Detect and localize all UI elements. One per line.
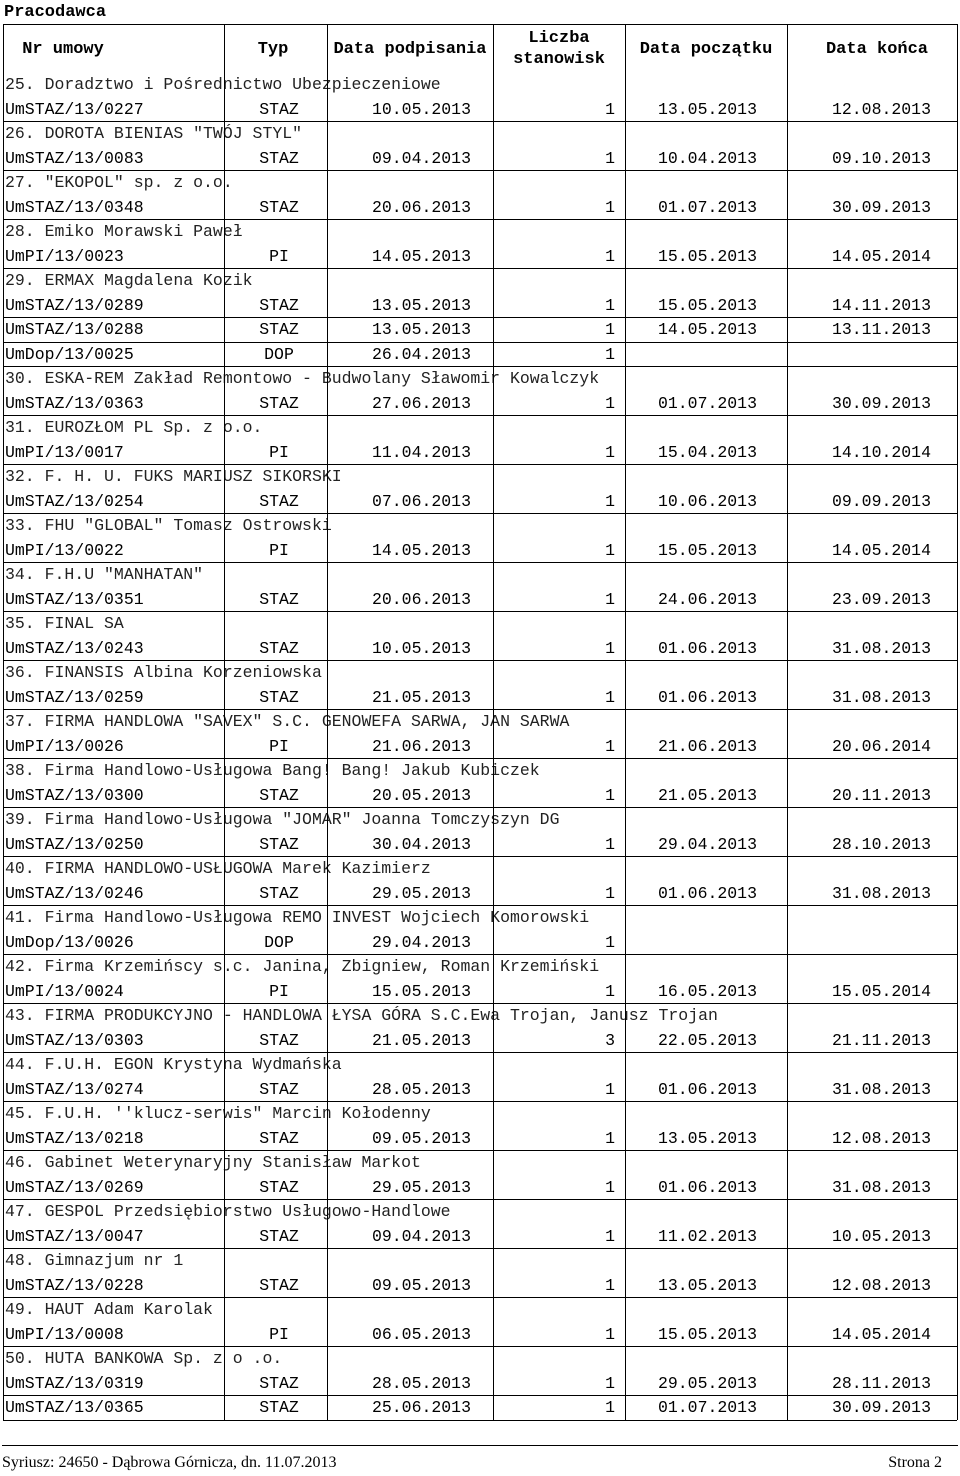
end-date-cell: 31.08.2013: [831, 1079, 931, 1099]
table-grid-line: [224, 24, 225, 1420]
positions-cell: 1: [605, 687, 615, 707]
contract-row: [3, 588, 957, 613]
signing-date-cell: 13.05.2013: [371, 295, 471, 315]
type-cell: PI: [269, 981, 289, 1001]
type-cell: PI: [269, 540, 289, 560]
end-date-cell: [781, 343, 931, 367]
table-grid-line: [957, 24, 958, 1420]
positions-cell: 1: [605, 442, 615, 462]
employer-row: 40. FIRMA HANDLOWO-USŁUGOWA Marek Kazimierz: [5, 859, 431, 878]
positions-cell: 1: [605, 540, 615, 560]
contract-row: [3, 539, 957, 564]
employer-row: 30. ESKA-REM Zakład Remontowo - Budwolany Sławomir Kowalczyk: [5, 369, 600, 388]
signing-date-cell: 07.06.2013: [371, 491, 471, 511]
contract-no-cell: UmSTAZ/13/0289: [5, 295, 144, 315]
contract-no-cell: UmPI/13/0023: [5, 246, 124, 266]
contract-row: [3, 1225, 957, 1250]
contract-no-cell: UmSTAZ/13/0243: [5, 638, 144, 658]
end-date-cell: 21.11.2013: [831, 1030, 931, 1050]
signing-date-cell: 20.05.2013: [371, 785, 471, 805]
contract-no-cell: UmSTAZ/13/0300: [5, 785, 144, 805]
positions-cell: 1: [605, 1226, 615, 1246]
positions-cell: 1: [605, 295, 615, 315]
signing-date-cell: 15.05.2013: [371, 981, 471, 1001]
end-date-cell: 09.09.2013: [831, 491, 931, 511]
positions-cell: 1: [605, 589, 615, 609]
table-header: [3, 24, 957, 72]
type-cell: STAZ: [259, 393, 299, 413]
type-cell: STAZ: [259, 1128, 299, 1148]
contract-row: [3, 1323, 957, 1348]
signing-date-cell: 29.04.2013: [371, 932, 471, 952]
employer-row: 48. Gimnazjum nr 1: [5, 1251, 184, 1270]
employer-row: 27. "EKOPOL" sp. z o.o.: [5, 173, 233, 192]
end-date-cell: 20.11.2013: [831, 785, 931, 805]
column-header-signing-date: Data podpisania: [333, 39, 487, 59]
start-date-cell: 01.06.2013: [657, 687, 757, 707]
start-date-cell: 01.07.2013: [657, 393, 757, 413]
signing-date-cell: 10.05.2013: [371, 638, 471, 658]
employer-row: 43. FIRMA PRODUKCYJNO - HANDLOWA ŁYSA GÓRA S.C.Ewa Trojan, Janusz Trojan: [5, 1006, 718, 1025]
type-cell: STAZ: [259, 1177, 299, 1197]
type-cell: STAZ: [259, 1030, 299, 1050]
employer-row: 41. Firma Handlowo-Usługowa REMO INVEST Wojciech Komorowski: [5, 908, 590, 927]
positions-cell: 1: [605, 834, 615, 854]
signing-date-cell: 10.05.2013: [371, 99, 471, 119]
employer-row: 38. Firma Handlowo-Usługowa Bang! Bang! Jakub Kubiczek: [5, 761, 540, 780]
end-date-cell: 14.10.2014: [831, 442, 931, 462]
start-date-cell: 10.06.2013: [657, 491, 757, 511]
section-title: Pracodawca: [4, 3, 107, 22]
employer-row: 50. HUTA BANKOWA Sp. z o .o.: [5, 1349, 283, 1368]
contract-row: [3, 980, 957, 1005]
start-date-cell: 13.05.2013: [657, 99, 757, 119]
contract-row: [3, 833, 957, 858]
signing-date-cell: 20.06.2013: [371, 197, 471, 217]
type-cell: STAZ: [259, 197, 299, 217]
positions-cell: 1: [605, 736, 615, 756]
contract-row: [3, 1274, 957, 1299]
type-cell: STAZ: [259, 148, 299, 168]
table-grid-line: [493, 24, 494, 1420]
signing-date-cell: 14.05.2013: [371, 540, 471, 560]
signing-date-cell: 21.05.2013: [371, 1030, 471, 1050]
contract-row: [3, 294, 957, 319]
positions-cell: 1: [605, 883, 615, 903]
contract-no-cell: UmSTAZ/13/0250: [5, 834, 144, 854]
contract-no-cell: UmSTAZ/13/0228: [5, 1275, 144, 1295]
start-date-cell: 29.04.2013: [657, 834, 757, 854]
positions-cell: 1: [605, 785, 615, 805]
start-date-cell: 15.05.2013: [657, 246, 757, 266]
type-cell: STAZ: [259, 320, 299, 339]
table-grid-line: [787, 24, 788, 1420]
start-date-cell: 01.06.2013: [657, 1079, 757, 1099]
page-footer: [2, 1452, 942, 1474]
signing-date-cell: 29.05.2013: [371, 1177, 471, 1197]
positions-cell: 1: [605, 344, 615, 364]
employer-row: 34. F.H.U "MANHATAN": [5, 565, 204, 584]
end-date-cell: 12.08.2013: [831, 99, 931, 119]
end-date-cell: 28.10.2013: [831, 834, 931, 854]
signing-date-cell: 29.05.2013: [371, 883, 471, 903]
contract-no-cell: UmPI/13/0017: [5, 442, 124, 462]
positions-cell: 1: [605, 638, 615, 658]
type-cell: PI: [269, 736, 289, 756]
employer-row: 28. Emiko Morawski Paweł: [5, 222, 243, 241]
signing-date-cell: 28.05.2013: [371, 1373, 471, 1393]
table-grid-line: [327, 24, 328, 1420]
start-date-cell: 13.05.2013: [657, 1275, 757, 1295]
type-cell: STAZ: [259, 1275, 299, 1295]
contract-no-cell: UmSTAZ/13/0365: [5, 1398, 144, 1417]
employer-row: 32. F. H. U. FUKS MARIUSZ SIKORSKI: [5, 467, 342, 486]
end-date-cell: 31.08.2013: [831, 883, 931, 903]
type-cell: PI: [269, 246, 289, 266]
contract-row: [3, 637, 957, 662]
positions-cell: 3: [605, 1030, 615, 1050]
start-date-cell: 01.06.2013: [657, 1177, 757, 1197]
positions-cell: 1: [605, 932, 615, 952]
contract-row: [3, 245, 957, 270]
contract-no-cell: UmSTAZ/13/0319: [5, 1373, 144, 1393]
employer-row: 26. DOROTA BIENIAS "TWÓJ STYL": [5, 124, 303, 143]
contract-row: [3, 1396, 957, 1421]
positions-cell: 1: [605, 148, 615, 168]
type-cell: PI: [269, 442, 289, 462]
start-date-cell: [615, 931, 757, 955]
employer-row: 39. Firma Handlowo-Usługowa "JOMAR" Joanna Tomczyszyn DG: [5, 810, 560, 829]
employer-row: 45. F.U.H. ''klucz-serwis" Marcin Kołodenny: [5, 1104, 431, 1123]
column-header-positions: Liczba stanowisk: [513, 29, 605, 69]
end-date-cell: 20.06.2014: [831, 736, 931, 756]
type-cell: STAZ: [259, 99, 299, 119]
column-header-end-date: Data końca: [825, 39, 929, 59]
signing-date-cell: 25.06.2013: [371, 1398, 471, 1417]
employer-row: 29. ERMAX Magdalena Kozik: [5, 271, 253, 290]
employer-row: 49. HAUT Adam Karolak: [5, 1300, 213, 1319]
end-date-cell: 14.05.2014: [831, 540, 931, 560]
end-date-cell: 30.09.2013: [831, 393, 931, 413]
end-date-cell: [781, 931, 931, 955]
contracts-table-body: [3, 73, 957, 1421]
employer-row: 25. Doradztwo i Pośrednictwo Ubezpieczeniowe: [5, 75, 441, 94]
signing-date-cell: 09.05.2013: [371, 1275, 471, 1295]
contract-no-cell: UmSTAZ/13/0047: [5, 1226, 144, 1246]
contract-no-cell: UmSTAZ/13/0218: [5, 1128, 144, 1148]
end-date-cell: 12.08.2013: [831, 1128, 931, 1148]
end-date-cell: 23.09.2013: [831, 589, 931, 609]
start-date-cell: 11.02.2013: [657, 1226, 757, 1246]
signing-date-cell: 26.04.2013: [371, 344, 471, 364]
contract-row: [3, 882, 957, 907]
end-date-cell: 09.10.2013: [831, 148, 931, 168]
positions-cell: 1: [605, 1275, 615, 1295]
start-date-cell: 01.07.2013: [657, 1398, 757, 1417]
start-date-cell: 14.05.2013: [657, 320, 757, 339]
contract-row: [3, 441, 957, 466]
contract-no-cell: UmSTAZ/13/0254: [5, 491, 144, 511]
contract-row: [3, 392, 957, 417]
employer-row: 36. FINANSIS Albina Korzeniowska: [5, 663, 322, 682]
contract-row: [3, 98, 957, 123]
start-date-cell: 01.06.2013: [657, 638, 757, 658]
start-date-cell: 29.05.2013: [657, 1373, 757, 1393]
start-date-cell: 21.06.2013: [657, 736, 757, 756]
end-date-cell: 30.09.2013: [831, 1398, 931, 1417]
type-cell: STAZ: [259, 638, 299, 658]
start-date-cell: 01.07.2013: [657, 197, 757, 217]
contract-no-cell: UmPI/13/0024: [5, 981, 124, 1001]
end-date-cell: 14.05.2014: [831, 246, 931, 266]
contract-no-cell: UmSTAZ/13/0351: [5, 589, 144, 609]
positions-cell: 1: [605, 393, 615, 413]
footer-page-number: Strona 2: [888, 1454, 942, 1471]
employer-row: 31. EUROZŁOM PL Sp. z o.o.: [5, 418, 263, 437]
contract-no-cell: UmPI/13/0008: [5, 1324, 124, 1344]
contract-no-cell: UmSTAZ/13/0259: [5, 687, 144, 707]
contract-no-cell: UmPI/13/0022: [5, 540, 124, 560]
employer-row: 37. FIRMA HANDLOWA "SAVEX" S.C. GENOWEFA SARWA, JAN SARWA: [5, 712, 570, 731]
positions-cell: 1: [605, 246, 615, 266]
positions-cell: 1: [605, 1079, 615, 1099]
positions-cell: 1: [605, 981, 615, 1001]
start-date-cell: [615, 343, 757, 367]
footer-rule: [2, 1445, 958, 1446]
positions-cell: 1: [605, 1398, 615, 1417]
employer-row: 47. GESPOL Przedsiębiorstwo Usługowo-Handlowe: [5, 1202, 451, 1221]
contract-no-cell: UmSTAZ/13/0227: [5, 99, 144, 119]
contract-row: [3, 1372, 957, 1397]
positions-cell: 1: [605, 99, 615, 119]
contract-no-cell: UmSTAZ/13/0269: [5, 1177, 144, 1197]
signing-date-cell: 09.05.2013: [371, 1128, 471, 1148]
type-cell: STAZ: [259, 1373, 299, 1393]
signing-date-cell: 14.05.2013: [371, 246, 471, 266]
column-header-contract-no: Nr umowy: [22, 39, 104, 59]
end-date-cell: 31.08.2013: [831, 687, 931, 707]
signing-date-cell: 30.04.2013: [371, 834, 471, 854]
end-date-cell: 14.05.2014: [831, 1324, 931, 1344]
type-cell: STAZ: [259, 1226, 299, 1246]
type-cell: STAZ: [259, 1079, 299, 1099]
employer-row: 44. F.U.H. EGON Krystyna Wydmańska: [5, 1055, 342, 1074]
type-cell: STAZ: [259, 883, 299, 903]
employer-row: 46. Gabinet Weterynaryjny Stanisław Markot: [5, 1153, 421, 1172]
signing-date-cell: 09.04.2013: [371, 1226, 471, 1246]
positions-cell: 1: [605, 1128, 615, 1148]
positions-cell: 1: [605, 320, 615, 339]
positions-cell: 1: [605, 491, 615, 511]
start-date-cell: 15.04.2013: [657, 442, 757, 462]
signing-date-cell: 21.06.2013: [371, 736, 471, 756]
end-date-cell: 28.11.2013: [831, 1373, 931, 1393]
signing-date-cell: 13.05.2013: [371, 320, 471, 339]
contract-no-cell: UmSTAZ/13/0288: [5, 320, 144, 339]
end-date-cell: 10.05.2013: [831, 1226, 931, 1246]
signing-date-cell: 21.05.2013: [371, 687, 471, 707]
start-date-cell: 01.06.2013: [657, 883, 757, 903]
start-date-cell: 15.05.2013: [657, 295, 757, 315]
positions-cell: 1: [605, 197, 615, 217]
table-grid-line: [3, 24, 4, 1420]
contract-row: [3, 686, 957, 711]
type-cell: PI: [269, 1324, 289, 1344]
contract-no-cell: UmSTAZ/13/0274: [5, 1079, 144, 1099]
contract-no-cell: UmDop/13/0025: [5, 344, 134, 364]
footer-left-text: Syriusz: 24650 - Dąbrowa Górnicza, dn. 11.07.2013: [2, 1454, 337, 1471]
end-date-cell: 31.08.2013: [831, 1177, 931, 1197]
start-date-cell: 24.06.2013: [657, 589, 757, 609]
end-date-cell: 30.09.2013: [831, 197, 931, 217]
end-date-cell: 12.08.2013: [831, 1275, 931, 1295]
start-date-cell: 13.05.2013: [657, 1128, 757, 1148]
type-cell: STAZ: [259, 491, 299, 511]
type-cell: STAZ: [259, 295, 299, 315]
start-date-cell: 22.05.2013: [657, 1030, 757, 1050]
contract-row: [3, 1176, 957, 1201]
signing-date-cell: 11.04.2013: [371, 442, 471, 462]
type-cell: DOP: [264, 932, 294, 952]
contract-no-cell: UmSTAZ/13/0363: [5, 393, 144, 413]
start-date-cell: 16.05.2013: [657, 981, 757, 1001]
positions-cell: 1: [605, 1373, 615, 1393]
start-date-cell: 21.05.2013: [657, 785, 757, 805]
start-date-cell: 15.05.2013: [657, 540, 757, 560]
column-header-start-date: Data początku: [639, 39, 773, 59]
contract-row: [3, 1078, 957, 1103]
type-cell: STAZ: [259, 589, 299, 609]
start-date-cell: 10.04.2013: [657, 148, 757, 168]
contract-row: [3, 343, 957, 368]
contract-row: [3, 196, 957, 221]
contract-no-cell: UmDop/13/0026: [5, 932, 134, 952]
contract-row: [3, 1029, 957, 1054]
contract-row: [3, 490, 957, 515]
signing-date-cell: 27.06.2013: [371, 393, 471, 413]
signing-date-cell: 28.05.2013: [371, 1079, 471, 1099]
signing-date-cell: 09.04.2013: [371, 148, 471, 168]
table-grid-line: [625, 24, 626, 1420]
contract-no-cell: UmPI/13/0026: [5, 736, 124, 756]
start-date-cell: 15.05.2013: [657, 1324, 757, 1344]
type-cell: DOP: [264, 344, 294, 364]
end-date-cell: 15.05.2014: [831, 981, 931, 1001]
contract-row: [3, 147, 957, 172]
contract-no-cell: UmSTAZ/13/0303: [5, 1030, 144, 1050]
contract-no-cell: UmSTAZ/13/0246: [5, 883, 144, 903]
positions-cell: 1: [605, 1177, 615, 1197]
employer-row: 33. FHU "GLOBAL" Tomasz Ostrowski: [5, 516, 332, 535]
contract-row: [3, 1127, 957, 1152]
contract-row: [3, 784, 957, 809]
end-date-cell: 14.11.2013: [831, 295, 931, 315]
contract-no-cell: UmSTAZ/13/0083: [5, 148, 144, 168]
type-cell: STAZ: [259, 785, 299, 805]
contract-no-cell: UmSTAZ/13/0348: [5, 197, 144, 217]
contract-row: [3, 735, 957, 760]
type-cell: STAZ: [259, 834, 299, 854]
signing-date-cell: 06.05.2013: [371, 1324, 471, 1344]
employer-row: 35. FINAL SA: [5, 614, 124, 633]
type-cell: STAZ: [259, 1398, 299, 1417]
column-header-type: Typ: [257, 39, 289, 59]
positions-cell: 1: [605, 1324, 615, 1344]
signing-date-cell: 20.06.2013: [371, 589, 471, 609]
employer-row: 42. Firma Krzemińscy s.c. Janina, Zbigniew, Roman Krzemiński: [5, 957, 600, 976]
contract-row: [3, 318, 957, 343]
type-cell: STAZ: [259, 687, 299, 707]
end-date-cell: 31.08.2013: [831, 638, 931, 658]
contract-row: [3, 931, 957, 956]
end-date-cell: 13.11.2013: [831, 320, 931, 339]
